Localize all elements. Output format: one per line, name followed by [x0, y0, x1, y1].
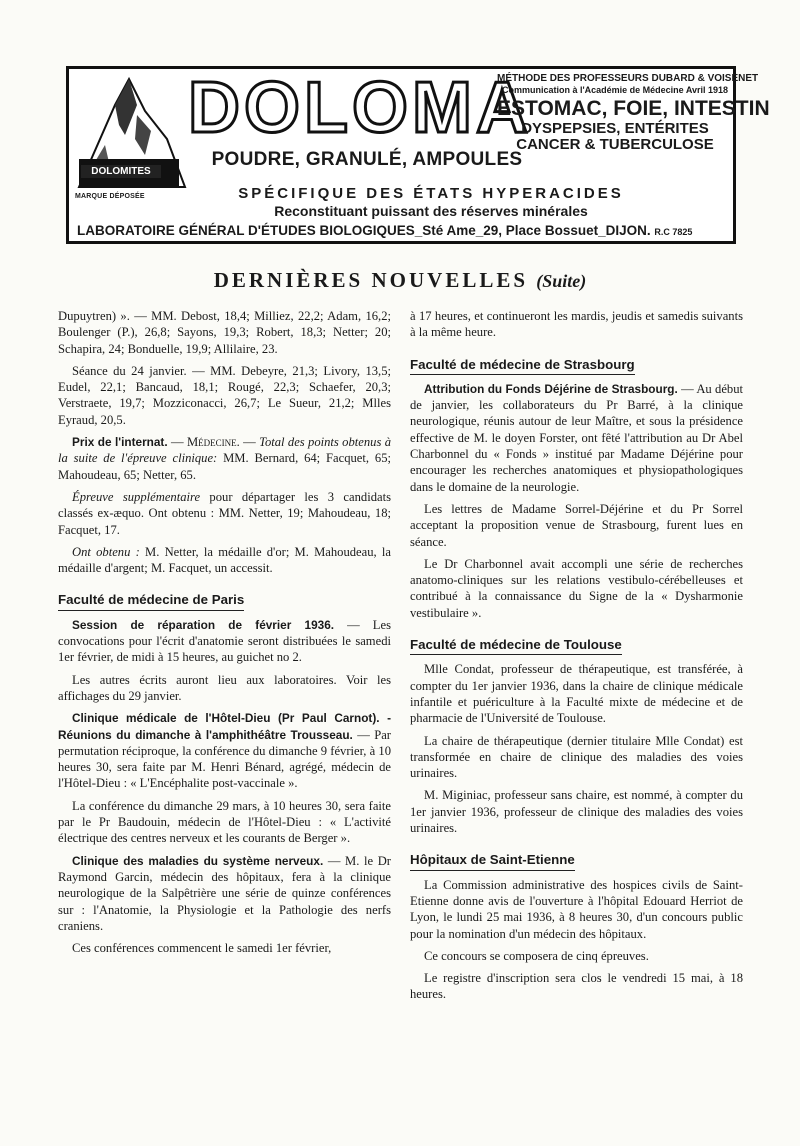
doloma-advertisement — [66, 66, 770, 244]
paragraph — [58, 434, 391, 483]
paragraph-text: — Les convocations pour l'écrit d'anatomie seront distribuées le samedi 1er février, de midi à 15 heures, au guichet no 2. — [58, 617, 391, 665]
paragraph — [58, 617, 391, 666]
paragraph-italic: Ont obtenu : — [72, 544, 140, 559]
paragraph: M. Miginiac, professeur sans chaire, est nommé, à compter du 1er janvier 1936, professeur de clinique des maladies des voies urinaires. — [410, 788, 743, 836]
right-column — [410, 308, 743, 1009]
paragraph-lead: Session de réparation de février 1936. — [72, 617, 335, 632]
paragraph: Le registre d'inscription sera clos le vendredi 15 mai, à 18 heures. — [410, 971, 743, 1002]
section-heading: Faculté de médecine de Paris — [58, 592, 244, 610]
paragraph-category: — Médecine. — — [171, 435, 256, 450]
left-column — [58, 308, 391, 962]
paragraph-text: — Par permutation réciproque, la conférence du dimanche 9 février, à 10 heures 30, sera faite par M. Henri Bénard, agrégé, médecin de l'Hôtel-Dieu : « L'Encéphalite post-vaccinale ». — [58, 727, 391, 791]
paragraph-text: — Au début de janvier, les collaborateurs du Pr Barré, à la clinique neurologique, réunis autour de leur Maître, et sous la présidence effective de M. le doyen Forster, ont fêté l'attribution au Dr Abel Charbonnel du « Fonds » institué par Madame Déjérine pour encourager les recherches anatomiques et physiopathologiques dans le domaine de la neurologie. — [410, 381, 743, 494]
paragraph-italic: Épreuve supplémentaire — [72, 489, 201, 504]
section-heading: Faculté de médecine de Strasbourg — [410, 357, 635, 375]
paragraph-text: MM. Bernard, 64; Facquet, 65; Mahoudeau, 65; Netter, 65. — [58, 451, 391, 482]
organs-line: ESTOMAC, FOIE, INTESTIN — [497, 97, 770, 120]
product-forms: POUDRE, GRANULÉ, AMPOULES — [211, 149, 523, 170]
communication-line: Communication à l'Académie de Médecine Avril 1918 — [501, 85, 729, 95]
paragraph — [58, 544, 391, 577]
paragraph: à 17 heures, et continueront les mardis, jeudis et samedis suivants à la même heure. — [410, 309, 743, 340]
paragraph — [58, 489, 391, 538]
paragraph: Ces conférences commencent le samedi 1er février, — [72, 941, 332, 956]
paragraph: La chaire de thérapeutique (dernier titulaire Mlle Condat) est transformée en chaire de clinique des maladies des voies urinaires. — [410, 733, 743, 781]
laboratory-address: LABORATOIRE GÉNÉRAL D'ÉTUDES BIOLOGIQUES_Sté Ame_29, Place Bossuet_DIJON. — [77, 223, 651, 238]
method-line: MÉTHODE DES PROFESSEURS DUBARD & VOISENET — [497, 73, 759, 84]
paragraph-lead: Prix de l'internat. — [72, 435, 168, 450]
reconstituant-line: Reconstituant puissant des réserves minérales — [274, 203, 588, 219]
section-heading: Hôpitaux de Saint-Etienne — [410, 852, 575, 870]
paragraph: Le Dr Charbonnel avait accompli une série de recherches anatomo-cliniques sur les relations vestibulo-cérébelleuses et contribué à la connaissance du Signe de la « Dysharmonie vestibulaire ». — [410, 556, 743, 620]
laboratory-line — [77, 223, 729, 238]
specific-line: SPÉCIFIQUE DES ÉTATS HYPERACIDES — [238, 185, 624, 202]
paragraph: La conférence du dimanche 29 mars, à 10 heures 30, sera faite par le Pr Baudouin, médecin de l'Hôtel-Dieu : « L'activité électrique des centres nerveux et les courants de Berger ». — [58, 798, 391, 846]
paragraph — [58, 853, 391, 934]
paragraph: Séance du 24 janvier. — MM. Debeyre, 21,3; Livory, 13,5; Eudel, 22,1; Bancaud, 18,1; Rougé, 22,3; Schaefer, 20,3; Verstraete, 19,7; Mozziconacci, 26,7; Le Sueur, 21,2; Mlles Eyraud, 20,5. — [58, 363, 391, 427]
brand-name: DOLOMA — [188, 68, 532, 148]
paragraph-lead: Clinique médicale de l'Hôtel-Dieu (Pr Paul Carnot). - Réunions du dimanche à l'amphithéâtre Trousseau. — [58, 711, 391, 742]
paragraph — [410, 381, 743, 495]
section-heading: Faculté de médecine de Toulouse — [410, 637, 622, 655]
paragraph — [58, 710, 391, 791]
headline-suite: (Suite) — [536, 271, 587, 291]
logo-label: DOLOMITES — [81, 165, 161, 178]
paragraph: Les lettres de Madame Sorrel-Déjérine et du Pr Sorrel acceptant la proposition venue de Strasbourg, furent lues en séance. — [410, 501, 743, 549]
paragraph: La Commission administrative des hospices civils de Saint-Etienne donne avis de l'ouverture à l'hôpital Edouard Herriot de Lyon, le lundi 25 mai 1936, à 8 heures 30, d'un concours public pour la nomination d'un médecin des hôpitaux. — [410, 877, 743, 941]
paragraph: Mlle Condat, professeur de thérapeutique, est transférée, à compter du 1er janvier 1936, dans la chaire de clinique médicale infantile et puériculture à la Faculté mixte de médecine et de pharmacie de l'Université de Toulouse. — [410, 662, 743, 726]
paragraph: Dupuytren) ». — MM. Debost, 18,4; Milliez, 22,2; Adam, 16,2; Boulenger (P.), 26,8; Sayons, 19,3; Robert, 18,3; Netter; 20; Schapira, 24; Bonduelle, 19,9; Allilaire, 23. — [58, 309, 391, 356]
paragraph-italic: Total des points obtenus à la suite de l'épreuve clinique: — [58, 435, 391, 466]
paragraph-lead: Attribution du Fonds Déjérine de Strasbourg. — [424, 381, 678, 396]
paragraph-lead: Clinique des maladies du système nerveux. — [72, 853, 324, 868]
headline-title: DERNIÈRES NOUVELLES — [213, 268, 529, 292]
paragraph: Ce concours se composera de cinq épreuves. — [424, 948, 649, 963]
paragraph-text: pour départager les 3 candidats classés ex-æquo. Ont obtenu : MM. Netter, 19; Mahoudeau, 18; Facquet, 17. — [58, 489, 391, 537]
rc-number: R.C 7825 — [654, 227, 693, 237]
ad-right-block — [497, 73, 770, 153]
paragraph-text: M. Netter, la médaille d'or; M. Mahoudeau, la médaille d'argent; M. Facquet, un accessit. — [58, 544, 391, 576]
paragraph: Les autres écrits auront lieu aux laboratoires. Voir les affichages du 29 janvier. — [58, 672, 391, 703]
trademark-note: MARQUE DÉPOSÉE — [75, 193, 145, 200]
paragraph-text: — M. le Dr Raymond Garcin, médecin des hôpitaux, fera à la clinique neurologique de la Salpêtrière une série de quinze conférences sur : l'Anatomie, la Physiologie et la Pathologie des nerfs craniens. — [58, 853, 391, 933]
diseases-line-1: DYSPEPSIES, ENTÉRITES — [521, 120, 709, 137]
page-headline — [0, 268, 800, 293]
diseases-line-2: CANCER & TUBERCULOSE — [516, 136, 714, 153]
